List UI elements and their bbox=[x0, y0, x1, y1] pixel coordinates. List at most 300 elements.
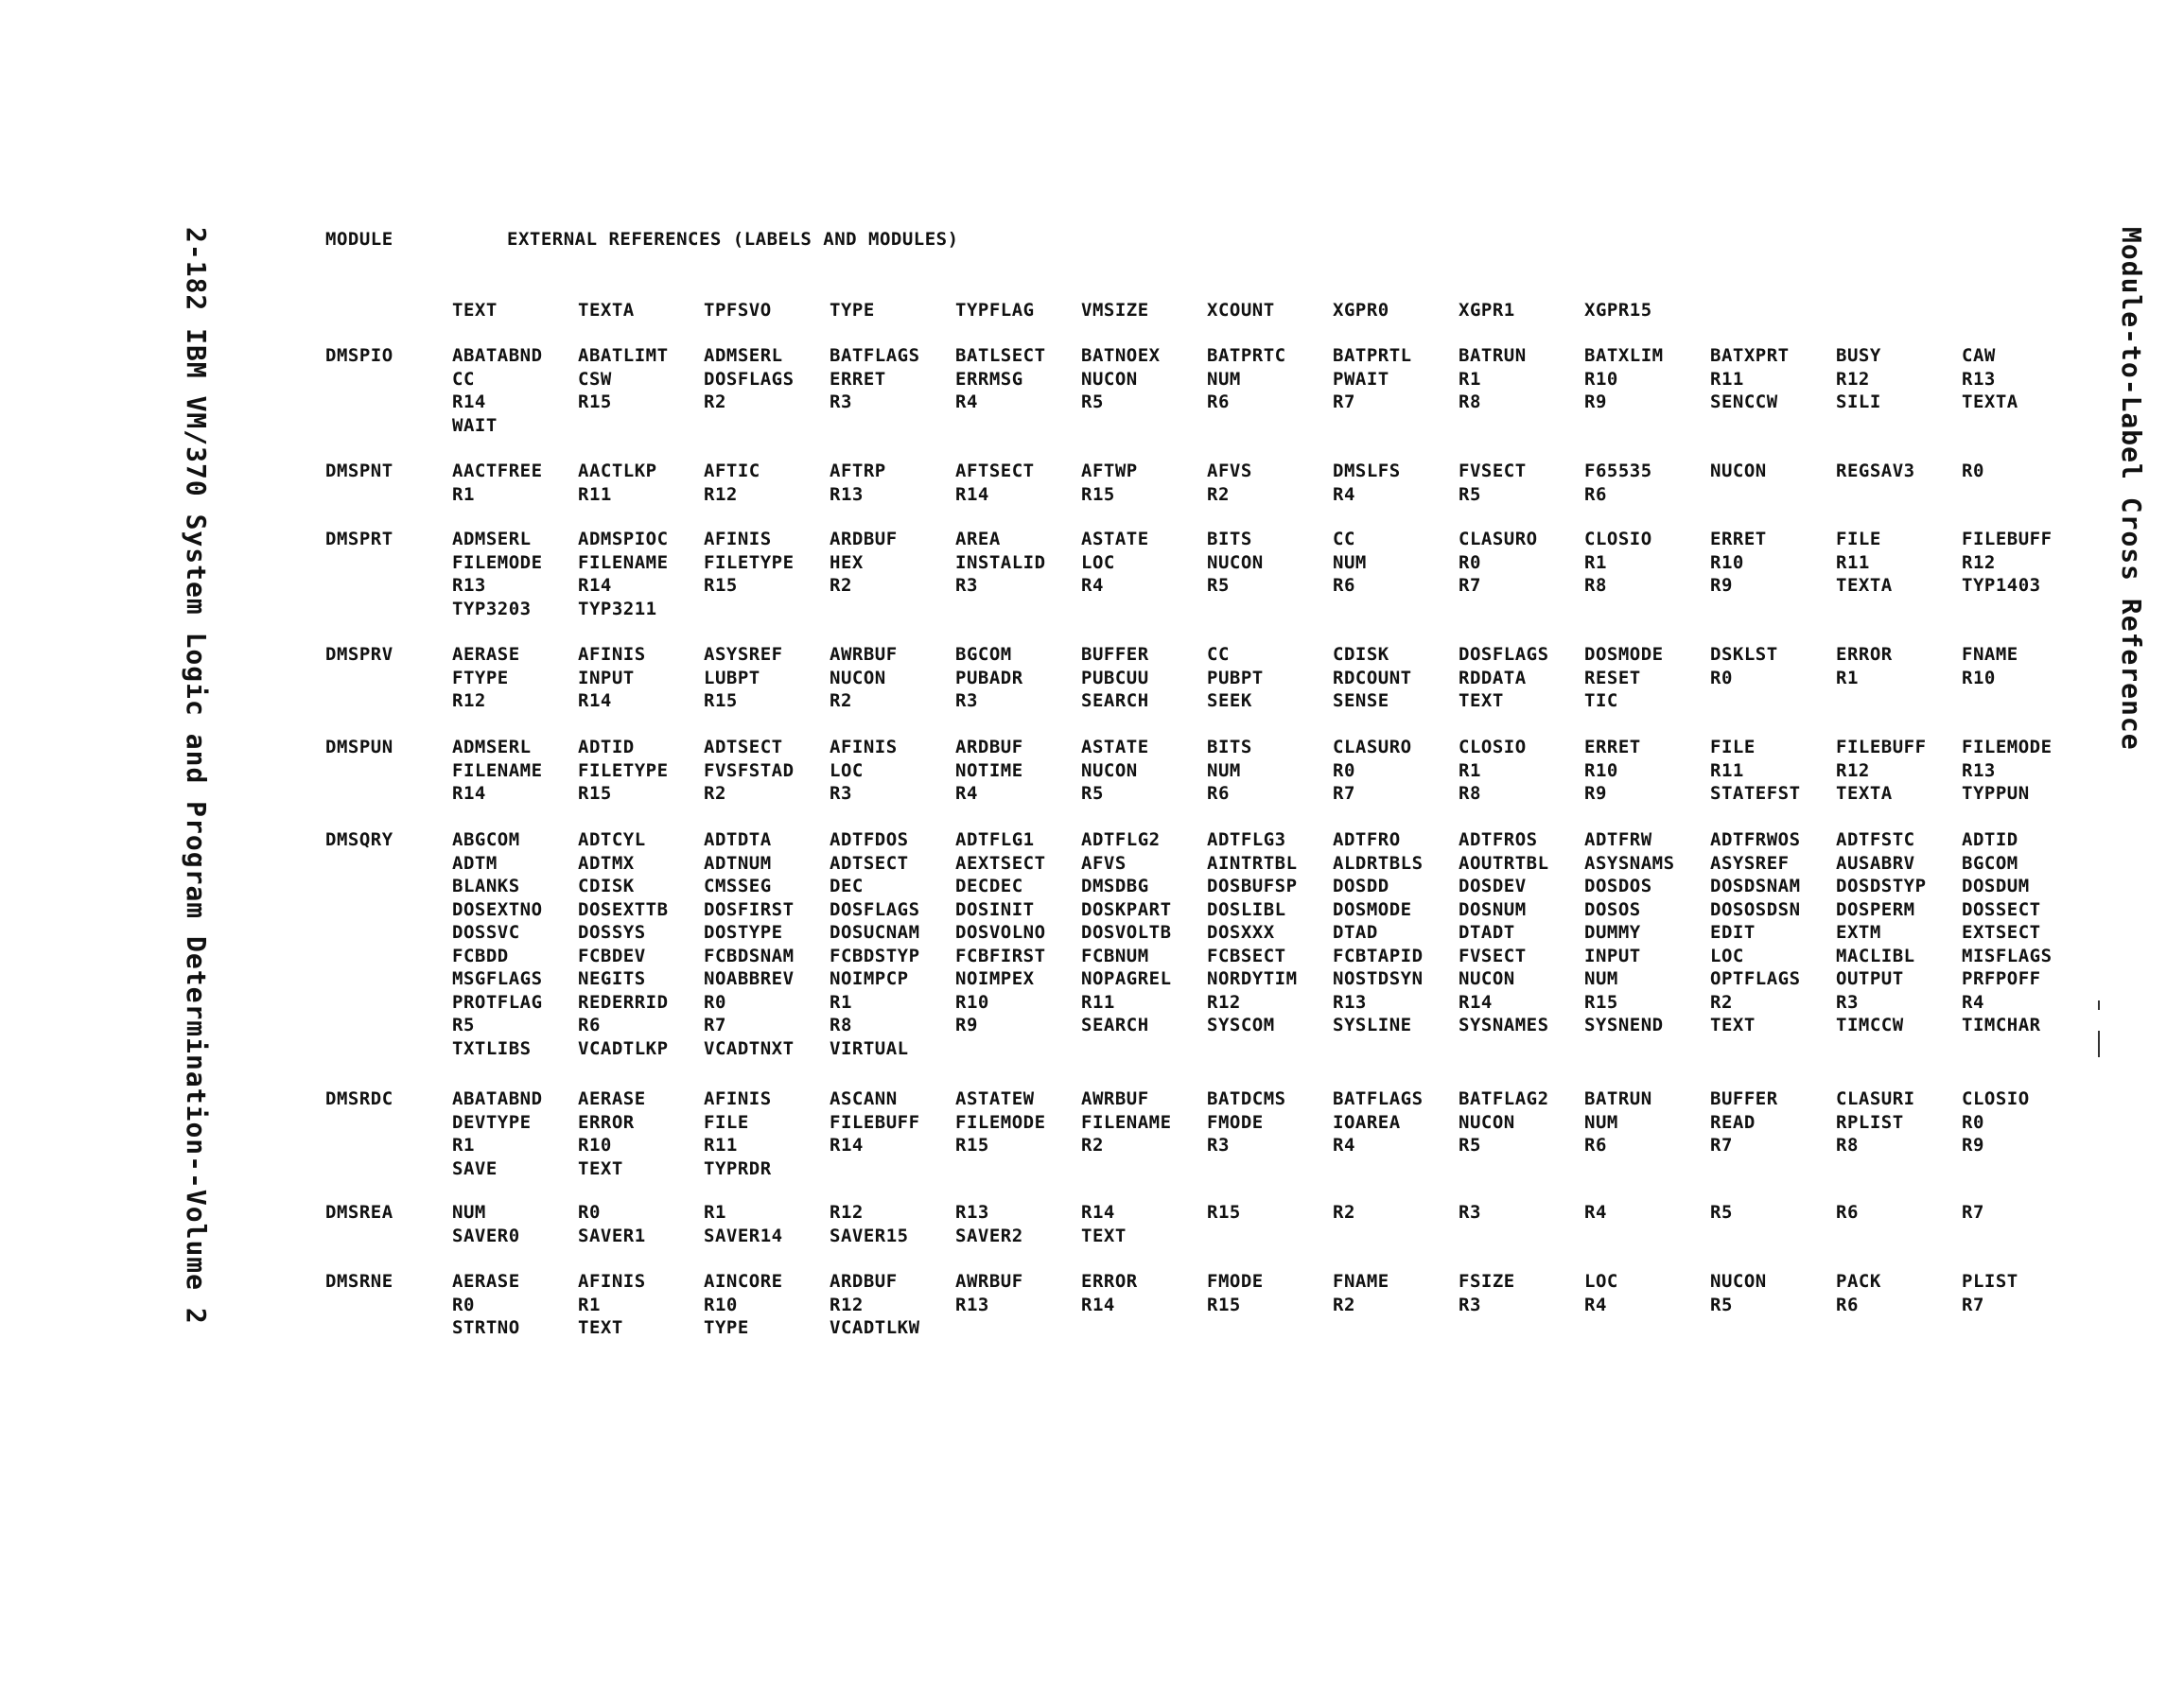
reference-label: AERASE bbox=[452, 1271, 520, 1292]
reference-label: R3 bbox=[830, 391, 852, 412]
reference-label: R15 bbox=[1584, 991, 1618, 1013]
reference-label: R10 bbox=[955, 991, 989, 1013]
reference-label: R7 bbox=[1962, 1202, 1984, 1223]
reference-label: DOSDEV bbox=[1459, 876, 1527, 896]
reference-label: CC bbox=[452, 368, 475, 390]
reference-label: BGCOM bbox=[1962, 852, 2018, 874]
column-label: XCOUNT bbox=[1207, 300, 1275, 321]
reference-label: R7 bbox=[1962, 1294, 1984, 1315]
reference-label: MISFLAGS bbox=[1962, 945, 2053, 966]
reference-label: R11 bbox=[1836, 551, 1870, 573]
reference-label: R13 bbox=[1333, 991, 1367, 1013]
reference-label: ADTFROS bbox=[1459, 829, 1538, 850]
reference-label: R3 bbox=[1459, 1202, 1481, 1223]
reference-label: R13 bbox=[955, 1294, 989, 1315]
reference-label: CSW bbox=[578, 368, 612, 390]
reference-label: OUTPUT bbox=[1836, 968, 1904, 989]
module-name: DMSREA bbox=[325, 1202, 393, 1223]
reference-label: NUCON bbox=[1710, 1271, 1767, 1292]
reference-label: FILE bbox=[1710, 737, 1756, 757]
reference-label: DOSMODE bbox=[1333, 898, 1412, 920]
module-name: DMSPRV bbox=[325, 644, 393, 665]
reference-label: BGCOM bbox=[955, 644, 1012, 665]
reference-label: DOSDSTYP bbox=[1836, 876, 1927, 896]
reference-label: FILEBUFF bbox=[1836, 737, 1927, 757]
reference-label: R15 bbox=[1081, 483, 1115, 505]
reference-label: AACTLKP bbox=[578, 461, 657, 481]
reference-label: AERASE bbox=[452, 644, 520, 665]
reference-label: R6 bbox=[1333, 575, 1355, 596]
reference-label: R1 bbox=[1459, 759, 1481, 781]
module-name: DMSRNE bbox=[325, 1271, 393, 1292]
reference-label: R14 bbox=[1081, 1294, 1115, 1315]
reference-label: LOC bbox=[830, 759, 864, 781]
reference-label: VCADTLKW bbox=[830, 1317, 920, 1338]
reference-label: R9 bbox=[1962, 1135, 1984, 1156]
column-label: XGPR0 bbox=[1333, 300, 1389, 321]
reference-label: R12 bbox=[704, 483, 738, 505]
reference-label: ABATLIMT bbox=[578, 345, 669, 366]
reference-label: FILENAME bbox=[578, 551, 669, 573]
reference-label: ADTSECT bbox=[704, 737, 783, 757]
reference-label: TEXT bbox=[1081, 1225, 1127, 1246]
reference-label: CMSSEG bbox=[704, 876, 772, 896]
reference-label: TYPRDR bbox=[704, 1157, 772, 1179]
reference-label: BATLSECT bbox=[955, 345, 1046, 366]
reference-label: TYPPUN bbox=[1962, 783, 2030, 804]
reference-label: NUCON bbox=[1459, 968, 1515, 989]
reference-label: BUFFER bbox=[1081, 644, 1149, 665]
reference-label: ADMSPIOC bbox=[578, 529, 669, 549]
reference-label: SEARCH bbox=[1081, 690, 1149, 711]
reference-label: NUM bbox=[1584, 1111, 1618, 1133]
reference-label: EDIT bbox=[1710, 922, 1756, 943]
reference-label: DOSTYPE bbox=[704, 922, 783, 943]
reference-label: R1 bbox=[830, 991, 852, 1013]
reference-label: PUBADR bbox=[955, 667, 1023, 688]
reference-label: R15 bbox=[1207, 1294, 1241, 1315]
reference-label: NUCON bbox=[1081, 368, 1138, 390]
reference-label: R1 bbox=[452, 483, 475, 505]
reference-label: FCBDSTYP bbox=[830, 945, 920, 966]
reference-label: NUCON bbox=[1710, 461, 1767, 481]
reference-label: DOSUCNAM bbox=[830, 922, 920, 943]
reference-label: R14 bbox=[452, 783, 486, 804]
reference-label: AFINIS bbox=[830, 737, 898, 757]
reference-label: AINCORE bbox=[704, 1271, 783, 1292]
reference-label: R6 bbox=[578, 1015, 601, 1035]
reference-label: R0 bbox=[578, 1202, 601, 1223]
reference-label: R4 bbox=[1584, 1294, 1607, 1315]
reference-label: NUCON bbox=[1459, 1111, 1515, 1133]
reference-label: FCBFIRST bbox=[955, 945, 1046, 966]
reference-label: R2 bbox=[704, 391, 726, 412]
reference-label: DOSLIBL bbox=[1207, 898, 1286, 920]
reference-label: BATPRTC bbox=[1207, 345, 1286, 366]
reference-label: STRTNO bbox=[452, 1317, 520, 1338]
reference-label: R5 bbox=[1710, 1294, 1733, 1315]
reference-label: R15 bbox=[955, 1135, 989, 1156]
reference-label: DOSSYS bbox=[578, 922, 646, 943]
reference-label: R10 bbox=[1710, 551, 1744, 573]
reference-label: R10 bbox=[1584, 368, 1618, 390]
reference-label: READ bbox=[1710, 1111, 1756, 1133]
reference-label: ABGCOM bbox=[452, 829, 520, 850]
reference-label: R15 bbox=[704, 575, 738, 596]
reference-label: FTYPE bbox=[452, 667, 509, 688]
reference-label: R10 bbox=[1962, 667, 1996, 688]
reference-label: DOSPERM bbox=[1836, 898, 1915, 920]
reference-label: TEXT bbox=[1710, 1015, 1756, 1035]
reference-label: ASYSREF bbox=[1710, 852, 1790, 874]
reference-label: R8 bbox=[1584, 575, 1607, 596]
reference-label: R2 bbox=[1207, 483, 1230, 505]
reference-label: ASYSREF bbox=[704, 644, 783, 665]
reference-label: AFVS bbox=[1207, 461, 1252, 481]
reference-label: TIMCHAR bbox=[1962, 1015, 2041, 1035]
reference-label: ASCANN bbox=[830, 1088, 898, 1109]
reference-label: BATRUN bbox=[1584, 1088, 1652, 1109]
reference-label: DOSFLAGS bbox=[830, 898, 920, 920]
reference-label: ALDRTBLS bbox=[1333, 852, 1424, 874]
reference-label: R2 bbox=[830, 575, 852, 596]
reference-label: R2 bbox=[1333, 1294, 1355, 1315]
reference-label: ERRET bbox=[1584, 737, 1641, 757]
column-label: TYPE bbox=[830, 300, 875, 321]
reference-label: R3 bbox=[955, 690, 978, 711]
reference-label: TEXTA bbox=[1836, 783, 1893, 804]
column-label: XGPR1 bbox=[1459, 300, 1515, 321]
reference-label: R2 bbox=[1710, 991, 1733, 1013]
reference-label: AEXTSECT bbox=[955, 852, 1046, 874]
reference-label: R14 bbox=[830, 1135, 864, 1156]
reference-label: DOSDOS bbox=[1584, 876, 1652, 896]
reference-label: NUCON bbox=[830, 667, 886, 688]
reference-label: CAW bbox=[1962, 345, 1996, 366]
reference-label: CLOSIO bbox=[1584, 529, 1652, 549]
reference-label: FCBNUM bbox=[1081, 945, 1149, 966]
reference-label: AREA bbox=[955, 529, 1001, 549]
reference-label: ASTATEW bbox=[955, 1088, 1035, 1109]
reference-label: IOAREA bbox=[1333, 1111, 1401, 1133]
reference-label: FVSFSTAD bbox=[704, 759, 795, 781]
reference-label: DOSXXX bbox=[1207, 922, 1275, 943]
reference-label: R7 bbox=[704, 1015, 726, 1035]
right-margin-title bbox=[2115, 227, 2147, 757]
reference-label: DOSSVC bbox=[452, 922, 520, 943]
reference-label: FILEBUFF bbox=[1962, 529, 2053, 549]
reference-label: DOSFLAGS bbox=[1459, 644, 1549, 665]
reference-label: AOUTRTBL bbox=[1459, 852, 1549, 874]
reference-label: ADTSECT bbox=[830, 852, 909, 874]
column-label: VMSIZE bbox=[1081, 300, 1149, 321]
reference-label: FILEMODE bbox=[452, 551, 543, 573]
reference-label: DEVTYPE bbox=[452, 1111, 532, 1133]
reference-label: R14 bbox=[578, 575, 612, 596]
reference-label: ADTID bbox=[1962, 829, 2018, 850]
section-title-text: Module-to-Label Cross Reference bbox=[2116, 227, 2147, 751]
reference-label: FCBDEV bbox=[578, 945, 646, 966]
reference-label: CDISK bbox=[1333, 644, 1389, 665]
reference-label: TEXTA bbox=[1836, 575, 1893, 596]
column-label: TEXTA bbox=[578, 300, 635, 321]
reference-label: ADTFRO bbox=[1333, 829, 1401, 850]
reference-label: AERASE bbox=[578, 1088, 646, 1109]
reference-label: NOSTDSYN bbox=[1333, 968, 1424, 989]
reference-label: INPUT bbox=[578, 667, 635, 688]
reference-label: TIC bbox=[1584, 690, 1618, 711]
reference-label: FMODE bbox=[1207, 1111, 1264, 1133]
reference-label: NOIMPCP bbox=[830, 968, 909, 989]
reference-label: DOSFLAGS bbox=[704, 368, 795, 390]
reference-label: R1 bbox=[1836, 667, 1859, 688]
reference-label: ERROR bbox=[1081, 1271, 1138, 1292]
reference-label: NUCON bbox=[1207, 551, 1264, 573]
reference-label: FILEMODE bbox=[1962, 737, 2053, 757]
reference-label: NUM bbox=[1207, 368, 1241, 390]
reference-label: PUBPT bbox=[1207, 667, 1264, 688]
reference-label: R0 bbox=[1962, 461, 1984, 481]
reference-label: ERROR bbox=[1836, 644, 1893, 665]
reference-label: ASTATE bbox=[1081, 737, 1149, 757]
reference-label: R1 bbox=[1584, 551, 1607, 573]
reference-label: R13 bbox=[1962, 368, 1996, 390]
reference-label: R3 bbox=[1207, 1135, 1230, 1156]
reference-label: R9 bbox=[1710, 575, 1733, 596]
reference-label: PACK bbox=[1836, 1271, 1881, 1292]
reference-label: SEARCH bbox=[1081, 1015, 1149, 1035]
reference-label: NOPAGREL bbox=[1081, 968, 1172, 989]
reference-label: FMODE bbox=[1207, 1271, 1264, 1292]
reference-label: R4 bbox=[1333, 483, 1355, 505]
reference-label: CLASURI bbox=[1836, 1088, 1915, 1109]
reference-label: DSKLST bbox=[1710, 644, 1778, 665]
reference-label: ADMSERL bbox=[704, 345, 783, 366]
reference-label: R13 bbox=[452, 575, 486, 596]
reference-label: NEGITS bbox=[578, 968, 646, 989]
reference-label: DOSOS bbox=[1584, 898, 1641, 920]
reference-label: R11 bbox=[1710, 368, 1744, 390]
reference-label: R8 bbox=[830, 1015, 852, 1035]
reference-label: MSGFLAGS bbox=[452, 968, 543, 989]
reference-label: DEC bbox=[830, 876, 864, 896]
reference-label: DOSBUFSP bbox=[1207, 876, 1298, 896]
reference-label: SYSCOM bbox=[1207, 1015, 1275, 1035]
reference-label: FILEMODE bbox=[955, 1111, 1046, 1133]
reference-label: FVSECT bbox=[1459, 945, 1527, 966]
reference-label: R5 bbox=[1459, 1135, 1481, 1156]
reference-label: ERRET bbox=[1710, 529, 1767, 549]
reference-label: SYSNAMES bbox=[1459, 1015, 1549, 1035]
reference-label: R1 bbox=[1459, 368, 1481, 390]
reference-label: BLANKS bbox=[452, 876, 520, 896]
reference-label: ADTFLG3 bbox=[1207, 829, 1286, 850]
reference-label: FNAME bbox=[1333, 1271, 1389, 1292]
book-title-text: 2-182 IBM VM/370 System Logic and Program Determination--Volume 2 bbox=[181, 227, 212, 1325]
reference-label: R2 bbox=[830, 690, 852, 711]
reference-label: BATDCMS bbox=[1207, 1088, 1286, 1109]
reference-label: TEXTA bbox=[1962, 391, 2018, 412]
reference-label: CC bbox=[1333, 529, 1355, 549]
reference-label: ADMSERL bbox=[452, 529, 532, 549]
reference-label: R12 bbox=[452, 690, 486, 711]
reference-label: R4 bbox=[955, 783, 978, 804]
reference-label: FCBTAPID bbox=[1333, 945, 1424, 966]
reference-label: BATFLAG2 bbox=[1459, 1088, 1549, 1109]
reference-label: R5 bbox=[452, 1015, 475, 1035]
reference-label: R13 bbox=[830, 483, 864, 505]
reference-label: DOSKPART bbox=[1081, 898, 1172, 920]
reference-label: R14 bbox=[1081, 1202, 1115, 1223]
reference-label: BUSY bbox=[1836, 345, 1881, 366]
reference-label: R0 bbox=[1459, 551, 1481, 573]
reference-label: PLIST bbox=[1962, 1271, 2018, 1292]
reference-label: FILE bbox=[1836, 529, 1881, 549]
reference-label: INPUT bbox=[1584, 945, 1641, 966]
reference-label: R12 bbox=[1207, 991, 1241, 1013]
reference-label: CDISK bbox=[578, 876, 635, 896]
reference-label: R4 bbox=[1333, 1135, 1355, 1156]
reference-label: R7 bbox=[1459, 575, 1481, 596]
reference-label: R5 bbox=[1081, 783, 1104, 804]
reference-label: AFTSECT bbox=[955, 461, 1035, 481]
reference-label: R3 bbox=[830, 783, 852, 804]
reference-label: R5 bbox=[1207, 575, 1230, 596]
continuation-column-labels bbox=[452, 299, 2079, 325]
reference-label: ASYSNAMS bbox=[1584, 852, 1675, 874]
reference-label: ADTCYL bbox=[578, 829, 646, 850]
reference-label: LOC bbox=[1710, 945, 1744, 966]
reference-label: ADTMX bbox=[578, 852, 635, 874]
reference-label: SENCCW bbox=[1710, 391, 1778, 412]
reference-label: FILETYPE bbox=[578, 759, 669, 781]
reference-label: NOABBREV bbox=[704, 968, 795, 989]
reference-label: R7 bbox=[1710, 1135, 1733, 1156]
reference-label: CC bbox=[1207, 644, 1230, 665]
reference-label: ADTFLG1 bbox=[955, 829, 1035, 850]
reference-label: ADTFLG2 bbox=[1081, 829, 1161, 850]
reference-label: DOSFIRST bbox=[704, 898, 795, 920]
reference-label: DOSDSNAM bbox=[1710, 876, 1801, 896]
reference-label: FILETYPE bbox=[704, 551, 795, 573]
reference-label: CLASURO bbox=[1459, 529, 1538, 549]
reference-label: ARDBUF bbox=[830, 1271, 898, 1292]
reference-label: R0 bbox=[1962, 1111, 1984, 1133]
reference-label: R12 bbox=[1962, 551, 1996, 573]
reference-label: R11 bbox=[1081, 991, 1115, 1013]
reference-label: R10 bbox=[578, 1135, 612, 1156]
reference-label: ARDBUF bbox=[955, 737, 1023, 757]
reference-label: F65535 bbox=[1584, 461, 1652, 481]
reference-label: ADTDTA bbox=[704, 829, 772, 850]
reference-label: SAVER2 bbox=[955, 1225, 1023, 1246]
reference-label: LUBPT bbox=[704, 667, 760, 688]
reference-label: SYSLINE bbox=[1333, 1015, 1412, 1035]
reference-label: RDCOUNT bbox=[1333, 667, 1412, 688]
reference-label: BATFLAGS bbox=[830, 345, 920, 366]
reference-label: AFINIS bbox=[704, 1088, 772, 1109]
reference-label: CLOSIO bbox=[1459, 737, 1527, 757]
reference-label: R14 bbox=[578, 690, 612, 711]
reference-label: R12 bbox=[1836, 368, 1870, 390]
reference-label: DOSDD bbox=[1333, 876, 1389, 896]
reference-label: WAIT bbox=[452, 414, 498, 436]
reference-label: R6 bbox=[1836, 1202, 1859, 1223]
reference-label: TYPE bbox=[704, 1317, 749, 1338]
reference-label: R5 bbox=[1710, 1202, 1733, 1223]
reference-label: R14 bbox=[955, 483, 989, 505]
reference-label: DOSVOLTB bbox=[1081, 922, 1172, 943]
reference-label: R9 bbox=[1584, 783, 1607, 804]
reference-label: NORDYTIM bbox=[1207, 968, 1298, 989]
reference-label: TEXT bbox=[578, 1157, 623, 1179]
reference-label: TEXT bbox=[578, 1317, 623, 1338]
reference-label: AFINIS bbox=[704, 529, 772, 549]
reference-label: BATNOEX bbox=[1081, 345, 1161, 366]
reference-label: PROTFLAG bbox=[452, 991, 543, 1013]
reference-label: AFVS bbox=[1081, 852, 1127, 874]
reference-label: R12 bbox=[830, 1202, 864, 1223]
reference-label: BATXLIM bbox=[1584, 345, 1664, 366]
reference-label: R6 bbox=[1584, 483, 1607, 505]
reference-label: BITS bbox=[1207, 529, 1252, 549]
reference-label: R0 bbox=[704, 991, 726, 1013]
reference-label: ADTFRW bbox=[1584, 829, 1652, 850]
reference-label: SAVER0 bbox=[452, 1225, 520, 1246]
reference-label: FNAME bbox=[1962, 644, 2018, 665]
reference-label: FILENAME bbox=[1081, 1111, 1172, 1133]
reference-label: R13 bbox=[1962, 759, 1996, 781]
reference-label: R8 bbox=[1459, 783, 1481, 804]
reference-label: DTADT bbox=[1459, 922, 1515, 943]
reference-label: AACTFREE bbox=[452, 461, 543, 481]
reference-label: R9 bbox=[1584, 391, 1607, 412]
reference-label: NUM bbox=[1584, 968, 1618, 989]
reference-label: NUM bbox=[1207, 759, 1241, 781]
reference-label: AWRBUF bbox=[1081, 1088, 1149, 1109]
reference-label: R13 bbox=[955, 1202, 989, 1223]
reference-label: NUM bbox=[452, 1202, 486, 1223]
reference-label: PWAIT bbox=[1333, 368, 1389, 390]
reference-label: BATRUN bbox=[1459, 345, 1527, 366]
reference-label: R3 bbox=[1459, 1294, 1481, 1315]
column-label: XGPR15 bbox=[1584, 300, 1652, 321]
reference-label: NUM bbox=[1333, 551, 1367, 573]
reference-label: ADTM bbox=[452, 852, 498, 874]
reference-label: BUFFER bbox=[1710, 1088, 1778, 1109]
reference-label: R4 bbox=[1584, 1202, 1607, 1223]
reference-label: BATPRTL bbox=[1333, 345, 1412, 366]
reference-label: PRFPOFF bbox=[1962, 968, 2041, 989]
reference-label: R2 bbox=[1081, 1135, 1104, 1156]
reference-label: R2 bbox=[704, 783, 726, 804]
reference-label: DOSEXTTB bbox=[578, 898, 669, 920]
reference-label: DECDEC bbox=[955, 876, 1023, 896]
reference-label: STATEFST bbox=[1710, 783, 1801, 804]
reference-label: R8 bbox=[1459, 391, 1481, 412]
reference-label: INSTALID bbox=[955, 551, 1046, 573]
reference-label: R5 bbox=[1081, 391, 1104, 412]
reference-label: ADTNUM bbox=[704, 852, 772, 874]
reference-label: TXTLIBS bbox=[452, 1037, 532, 1059]
reference-label: R11 bbox=[704, 1135, 738, 1156]
reference-label: R4 bbox=[1081, 575, 1104, 596]
reference-label: R11 bbox=[1710, 759, 1744, 781]
module-name: DMSPNT bbox=[325, 461, 393, 481]
reference-label: FVSECT bbox=[1459, 461, 1527, 481]
reference-label: ABATABND bbox=[452, 1088, 543, 1109]
reference-label: FILENAME bbox=[452, 759, 543, 781]
